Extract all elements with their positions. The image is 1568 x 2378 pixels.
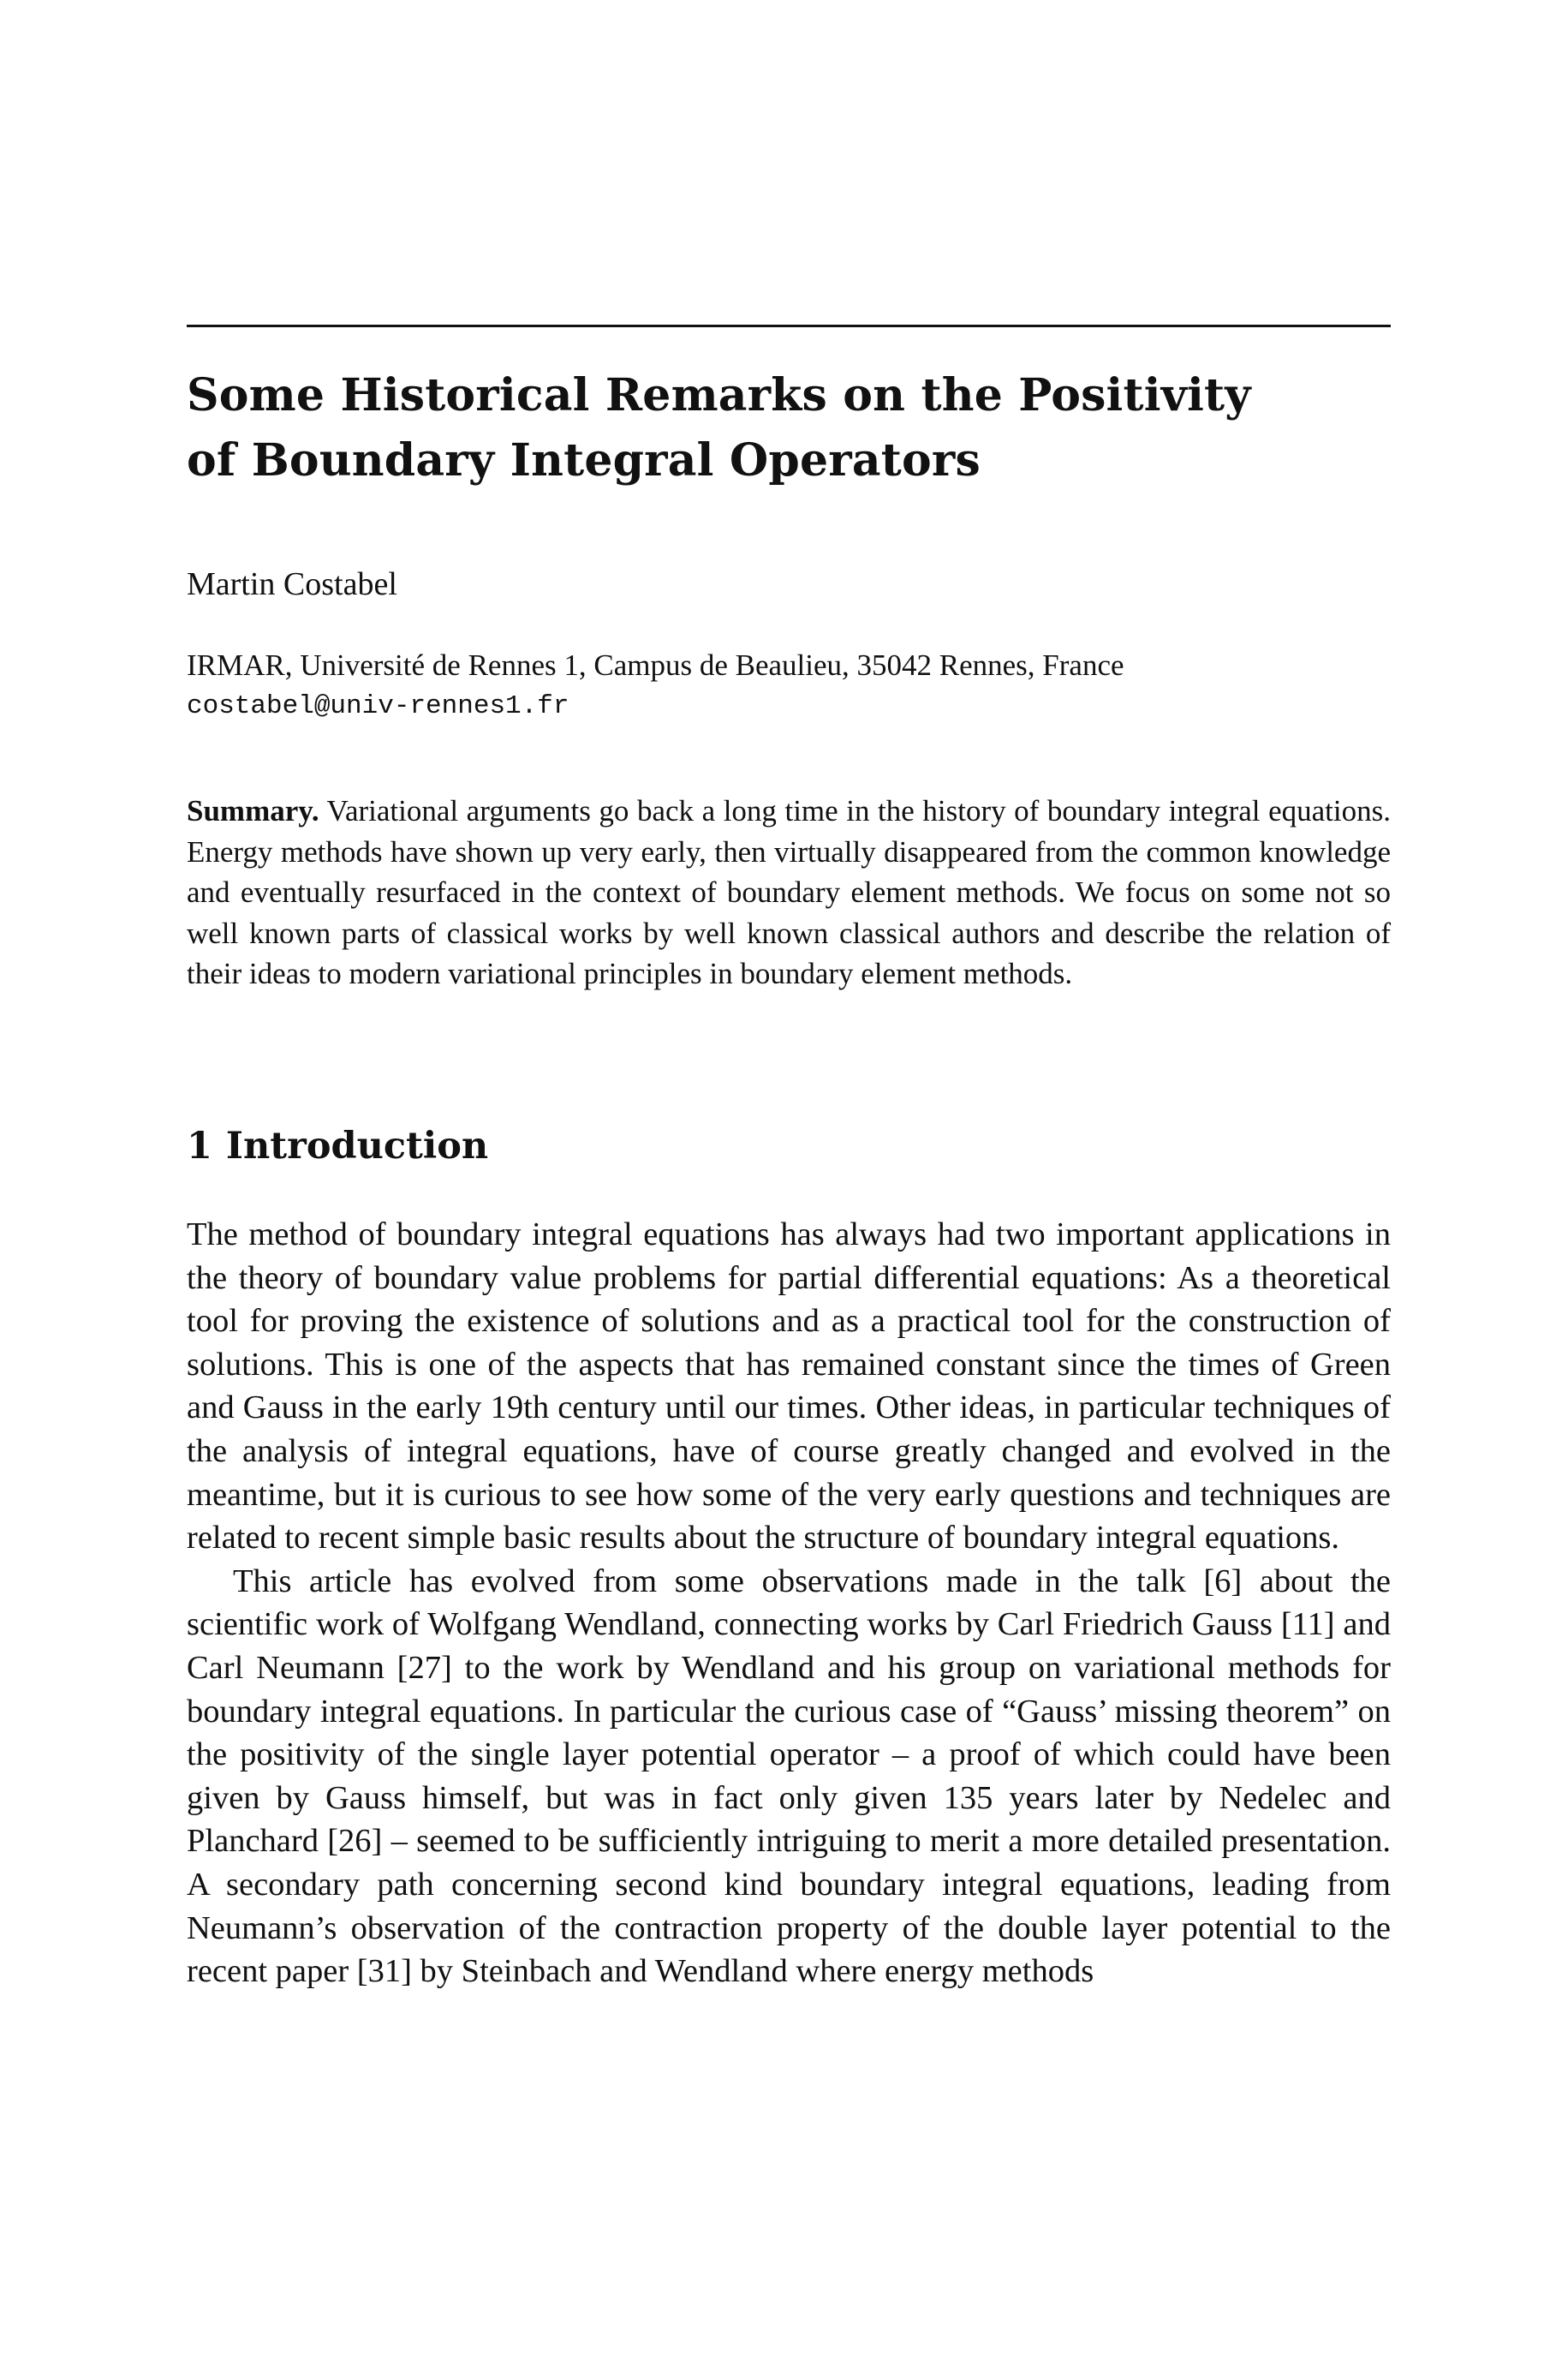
author-affiliation: IRMAR, Université de Rennes 1, Campus de Beaulieu, 35042 Rennes, France — [187, 648, 1124, 682]
body-text — [187, 1213, 1391, 1993]
section-heading — [187, 1122, 488, 1170]
section-number: 1 — [187, 1125, 212, 1168]
section-title: Introduction — [225, 1125, 489, 1168]
paper-page — [187, 0, 1391, 2378]
abstract-label: Summary. — [187, 794, 319, 828]
paragraph-1: The method of boundary integral equations has always had two important applications in the theory of boundary value problems for partial differential equations: As a theoretical tool for proving the existence of solutions and as a practical tool for the construction of solutions. This is one of the aspects that has remained constant since the times of Green and Gauss in the early 19th century until our times. Other ideas, in particular techniques of the analysis of integral equations, have of course greatly changed and evolved in the meantime, but it is curious to see how some of the very early questions and techniques are related to recent simple basic results about the structure of boundary integral equations. — [187, 1216, 1391, 1556]
abstract-text: Variational arguments go back a long time in the history of boundary integral equations. Energy methods have shown up very early, then virtually disappeared from the common knowledge and eventually resurfaced in the context of boundary element methods. We focus on some not so well known parts of classical works by well known classical authors and describe the relation of their ideas to modern variational principles in boundary element methods. — [187, 794, 1391, 990]
author-name: Martin Costabel — [187, 566, 397, 602]
title-line-2: of Boundary Integral Operators — [187, 434, 981, 487]
abstract — [187, 791, 1391, 995]
header-rule — [187, 325, 1391, 327]
title-line-1: Some Historical Remarks on the Positivity — [187, 369, 1251, 421]
article-title — [187, 363, 1391, 493]
author-email: costabel@univ-rennes1.fr — [187, 691, 569, 721]
paragraph-2: This article has evolved from some observations made in the talk [6] about the scientific work of Wolfgang Wendland, connecting works by Carl Friedrich Gauss [11] and Carl Neumann [27] to the work by Wendland and his group on variational methods for boundary integral equations. In particular the curious case of “Gauss’ missing theorem” on the positivity of the single layer potential operator – a proof of which could have been given by Gauss himself, but was in fact only given 135 years later by Nedelec and Planchard [26] – seemed to be sufficiently intriguing to merit a more detailed presentation. A secondary path concerning second kind boundary integral equations, leading from Neumann’s observation of the contraction property of the double layer potential to the recent paper [31] by Steinbach and Wendland where energy methods — [187, 1562, 1391, 1990]
